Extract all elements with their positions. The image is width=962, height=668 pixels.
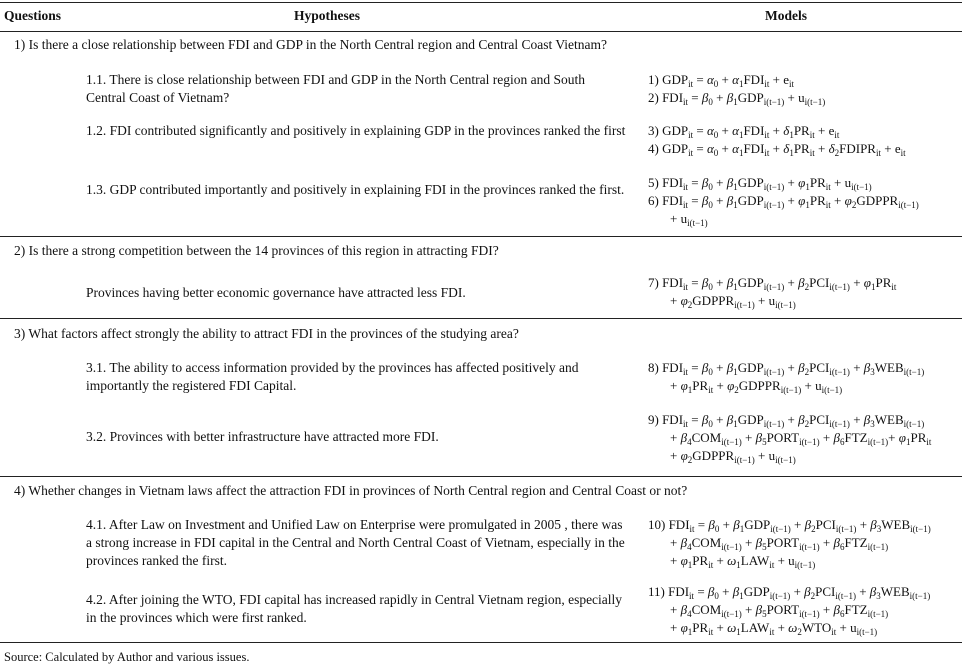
hypothesis-3-2: 3.2. Provinces with better infrastructure have attracted more FDI. [86, 429, 439, 444]
header-questions: Questions [4, 8, 62, 23]
models-4-1 [648, 516, 960, 570]
model-equation: 9) $FDI_{it} = \beta_0 + \beta_1GDP_{i(t-1)} + \beta_2PCI_{i(t-1)} + \beta_3WEB_{i(t-1)}$ [648, 412, 925, 429]
hypothesis-2-1: Provinces having better economic governance have attracted less FDI. [86, 285, 466, 300]
model-equation: + $\varphi_1PR_{it}$ + $\varphi_2GDPPR_{i(t-1)} + u_{i(t-1)}$ [670, 378, 843, 395]
models-1-2 [648, 122, 960, 158]
model-equation: 4) $GDP_{it} = \alpha_0 + \alpha_1FDI_{it} + \delta_1PR_{it}$ + $\delta_2FDIPR_{it} + e_{it}$ [648, 141, 906, 158]
model-equation: 11) $FDI_{it} = \beta_0 + \beta_1GDP_{i(t-1)} + \beta_2PCI_{i(t-1)} + \beta_3WEB_{i(t-1)}$ [648, 584, 931, 601]
hypothesis-1-2: 1.2. FDI contributed significantly and positively in explaining GDP in the provinces ranked the first [86, 123, 626, 138]
model-equation: + $u_{i(t-1)}$ [670, 211, 708, 228]
section-rule [0, 318, 962, 319]
model-equation: 8) $FDI_{it} = \beta_0 + \beta_1GDP_{i(t-1)} + \beta_2PCI_{i(t-1)} + \beta_3WEB_{i(t-1)}$ [648, 360, 925, 377]
section-rule [0, 236, 962, 237]
header-rule [0, 31, 962, 32]
hypothesis-4-2: 4.2. After joining the WTO, FDI capital has increased rapidly in Central Vietnam region, especially in the provinces which were first ranked. [86, 592, 623, 625]
models-3-1 [648, 359, 960, 395]
model-equation: 6) $FDI_{it} = \beta_0 + \beta_1GDP_{i(t-1)} + \varphi_1PR_{it}$ + $\varphi_2GDPPR_{i(t-1)}$ [648, 193, 919, 210]
question-3: 3) What factors affect strongly the ability to attract FDI in the provinces of the studying area? [14, 326, 519, 341]
hypothesis-3-1: 3.1. The ability to access information provided by the provinces has affected positively and importantly the registered FDI Capital. [86, 360, 579, 393]
model-equation: + $\varphi_1PR_{it} + \omega_1LAW_{it} + u_{i(t-1)}$ [670, 553, 816, 570]
question-4: 4) Whether changes in Vietnam laws affect the attraction FDI in provinces of North Central region and Central Coast or not? [14, 483, 688, 498]
hypothesis-1-3: 1.3. GDP contributed importantly and positively in explaining FDI in the provinces ranked the first. [86, 182, 625, 197]
model-equation: + $\beta_4COM_{i(t-1)}$ + $\beta_5PORT_{i(t-1)} + \beta_6FTZ_{i(t-1)}$ [670, 535, 889, 552]
models-3-2 [648, 411, 960, 465]
model-equation: 2) $FDI_{it} = \beta_0 + \beta_1GDP_{i(t-1)} + u_{i(t-1)}$ [648, 90, 826, 107]
model-equation: + $\varphi_1PR_{it} + \omega_1LAW_{it} + \omega_2WTO_{it} + u_{i(t-1)}$ [670, 620, 878, 637]
model-equation: 7) $FDI_{it} = \beta_0 + \beta_1GDP_{i(t-1)} + \beta_2PCI_{i(t-1)} + \varphi_1PR_{it}$ [648, 275, 897, 292]
model-equation: + $\beta_4COM_{i(t-1)}$ + $\beta_5PORT_{i(t-1)} + \beta_6FTZ_{i(t-1)}$ [670, 602, 889, 619]
table-top-rule [0, 2, 962, 3]
model-equation: 5) $FDI_{it} = \beta_0 + \beta_1GDP_{i(t-1)} + \varphi_1PR_{it} + u_{i(t-1)}$ [648, 175, 872, 192]
header-hypotheses: Hypotheses [294, 8, 361, 23]
model-equation: 1) $GDP_{it} = \alpha_0 + \alpha_1FDI_{it} + e_{it}$ [648, 72, 795, 89]
models-1-1 [648, 71, 960, 107]
models-2-1 [648, 274, 960, 310]
table-bottom-rule [0, 642, 962, 643]
header-models: Models [765, 8, 807, 23]
models-4-2 [648, 583, 960, 637]
source-note: Source: Calculated by Author and various issues. [4, 650, 250, 664]
question-1: 1) Is there a close relationship between FDI and GDP in the North Central region and Central Coast Vietnam? [14, 37, 608, 52]
model-equation: 10) $FDI_{it} = \beta_0 + \beta_1GDP_{i(t-1)} + \beta_2PCI_{i(t-1)} + \beta_3WEB_{i(t-1)}$ [648, 517, 931, 534]
model-equation: + $\varphi_2GDPPR_{i(t-1)} + u_{i(t-1)}$ [670, 293, 796, 310]
hypothesis-1-1: 1.1. There is close relationship between FDI and GDP in the North Central region and South Central Coast of Vietnam? [86, 72, 586, 105]
model-equation: 3) $GDP_{it} = \alpha_0 + \alpha_1FDI_{it} + \delta_1PR_{it} + e_{it}$ [648, 123, 840, 140]
model-equation: + $\beta_4COM_{i(t-1)}$ + $\beta_5PORT_{i(t-1)} + \beta_6FTZ_{i(t-1)}+ \varphi_1PR_{it}$ [670, 430, 932, 447]
model-equation: + $\varphi_2GDPPR_{i(t-1)} + u_{i(t-1)}$ [670, 448, 796, 465]
models-1-3 [648, 174, 960, 228]
question-2: 2) Is there a strong competition between the 14 provinces of this region in attracting FDI? [14, 243, 499, 258]
section-rule [0, 476, 962, 477]
hypothesis-4-1: 4.1. After Law on Investment and Unified Law on Enterprise were promulgated in 2005 , there was a strong increase in FDI capital in the Central and North Central Coast of Vietnam, especially in the provinces ranked the first. [86, 517, 625, 568]
